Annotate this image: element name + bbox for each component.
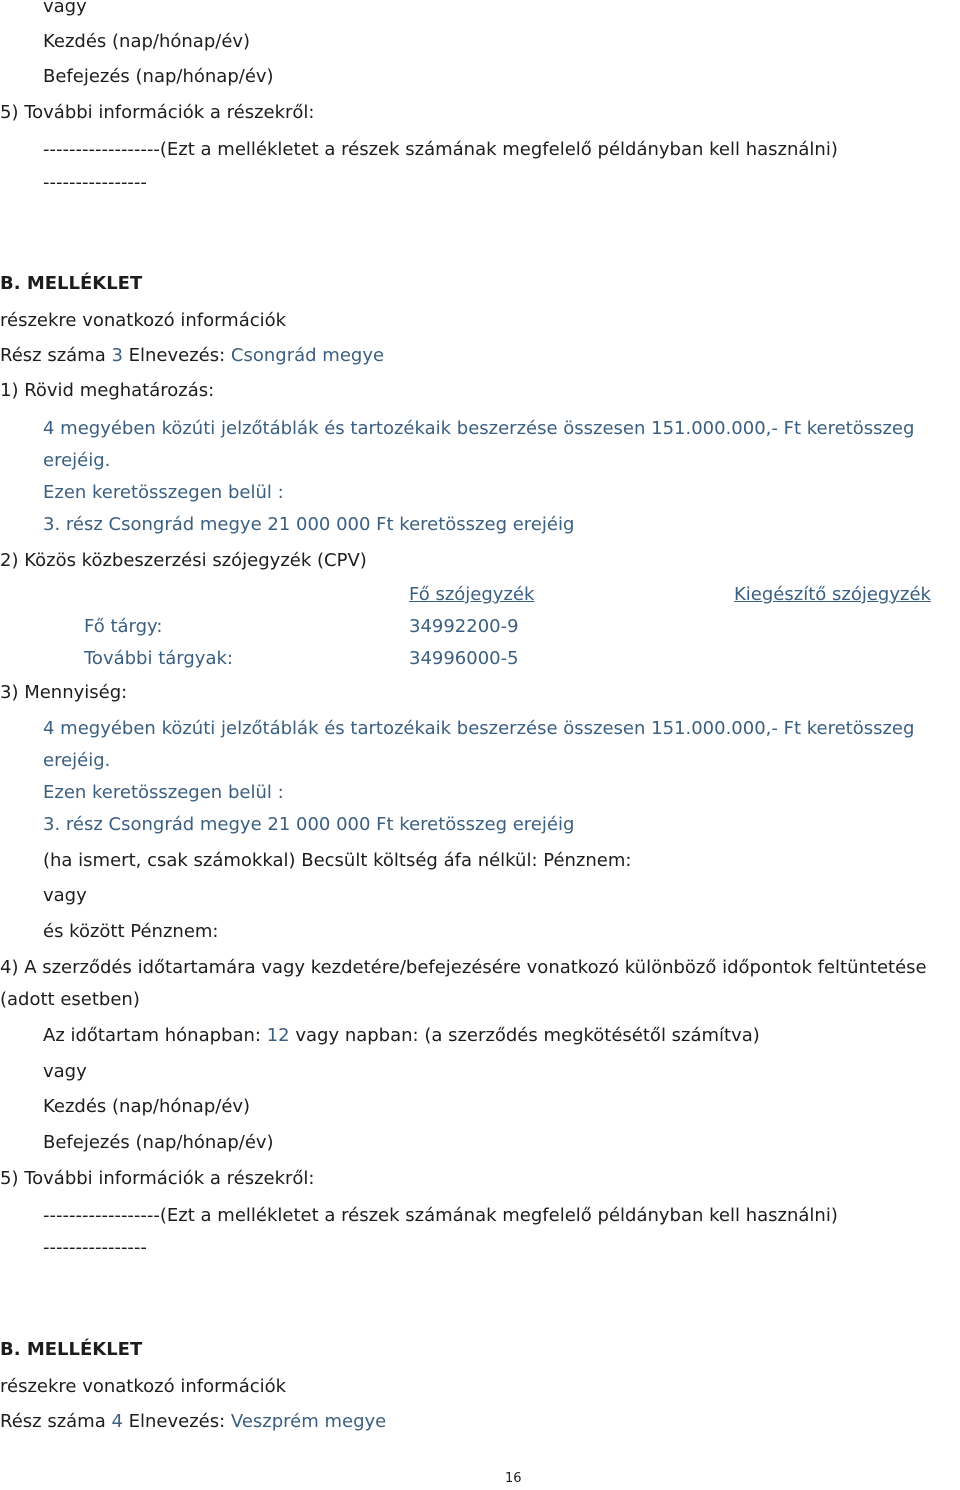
part-name-value-2: Veszprém megye bbox=[230, 1411, 387, 1432]
duration-label: Az időtartam hónapban: bbox=[43, 1025, 267, 1046]
or-text-2: vagy bbox=[43, 1061, 87, 1082]
top-vagy: vagy bbox=[43, 0, 87, 17]
top-dash-note: ------------------(Ezt a mellékletet a részek számának megfelelő példányban kell használni) bbox=[43, 139, 838, 160]
annex-title: B. MELLÉKLET bbox=[0, 273, 143, 294]
part-number-value-2: 4 bbox=[111, 1411, 123, 1432]
top-end-date-label: Befejezés (nap/hónap/év) bbox=[43, 66, 274, 87]
short-definition-line-3: Ezen keretösszegen belül : bbox=[43, 482, 284, 503]
quantity-heading: 3) Mennyiség: bbox=[0, 682, 128, 703]
or-text-1: vagy bbox=[43, 885, 87, 906]
annex-title-2: B. MELLÉKLET bbox=[0, 1339, 143, 1360]
top-start-date-label: Kezdés (nap/hónap/év) bbox=[43, 31, 251, 52]
dash-tail: ---------------- bbox=[43, 1237, 147, 1258]
quantity-line-2: erejéig. bbox=[43, 750, 111, 771]
annex-subtitle: részekre vonatkozó információk bbox=[0, 310, 287, 331]
cpv-main-vocabulary-header: Fő szójegyzék bbox=[409, 584, 535, 605]
start-date-label: Kezdés (nap/hónap/év) bbox=[43, 1096, 251, 1117]
quantity-line-1: 4 megyében közúti jelzőtáblák és tartozékaik beszerzése összesen 151.000.000,- Ft keretösszeg bbox=[43, 718, 915, 739]
part-name-label: Elnevezés: bbox=[122, 345, 231, 366]
cpv-supplementary-vocabulary-header: Kiegészítő szójegyzék bbox=[734, 584, 931, 605]
short-definition-line-4: 3. rész Csongrád megye 21 000 000 Ft keretösszeg erejéig bbox=[43, 514, 575, 535]
main-object-label: Fő tárgy: bbox=[84, 616, 163, 637]
part-number-value: 3 bbox=[111, 345, 123, 366]
quantity-line-3: Ezen keretösszegen belül : bbox=[43, 782, 284, 803]
duration-line bbox=[43, 1025, 760, 1047]
duration-value: 12 bbox=[266, 1025, 290, 1046]
part-name-value: Csongrád megye bbox=[230, 345, 385, 366]
short-definition-heading: 1) Rövid meghatározás: bbox=[0, 380, 215, 401]
part-number-label-2: Rész száma bbox=[0, 1411, 112, 1432]
part-number-label: Rész száma bbox=[0, 345, 112, 366]
part-name-label-2: Elnevezés: bbox=[122, 1411, 231, 1432]
short-definition-line-2: erejéig. bbox=[43, 450, 111, 471]
top-dash-tail: ---------------- bbox=[43, 172, 147, 193]
part-number-line-2 bbox=[0, 1411, 386, 1433]
top-info-heading: 5) További információk a részekről: bbox=[0, 102, 315, 123]
quantity-line-4: 3. rész Csongrád megye 21 000 000 Ft keretösszeg erejéig bbox=[43, 814, 575, 835]
duration-rest: vagy napban: (a szerződés megkötésétől számítva) bbox=[289, 1025, 760, 1046]
other-objects-label: További tárgyak: bbox=[84, 648, 233, 669]
annex-subtitle-2: részekre vonatkozó információk bbox=[0, 1376, 287, 1397]
part-number-line bbox=[0, 345, 384, 367]
end-date-label: Befejezés (nap/hónap/év) bbox=[43, 1132, 274, 1153]
duration-heading-line-1: 4) A szerződés időtartamára vagy kezdetére/befejezésére vonatkozó különböző időpontok feltüntetése bbox=[0, 957, 927, 978]
main-object-code: 34992200-9 bbox=[409, 616, 519, 637]
duration-heading-line-2: (adott esetben) bbox=[0, 989, 140, 1010]
estimated-cost-line: (ha ismert, csak számokkal) Becsült költség áfa nélkül: Pénznem: bbox=[43, 850, 632, 871]
page-number: 16 bbox=[505, 1471, 522, 1486]
between-currency-line: és között Pénznem: bbox=[43, 921, 219, 942]
info-heading: 5) További információk a részekről: bbox=[0, 1168, 315, 1189]
other-objects-code: 34996000-5 bbox=[409, 648, 519, 669]
short-definition-line-1: 4 megyében közúti jelzőtáblák és tartozékaik beszerzése összesen 151.000.000,- Ft keretösszeg bbox=[43, 418, 915, 439]
cpv-heading: 2) Közös közbeszerzési szójegyzék (CPV) bbox=[0, 550, 367, 571]
dash-note: ------------------(Ezt a mellékletet a részek számának megfelelő példányban kell használni) bbox=[43, 1205, 838, 1226]
